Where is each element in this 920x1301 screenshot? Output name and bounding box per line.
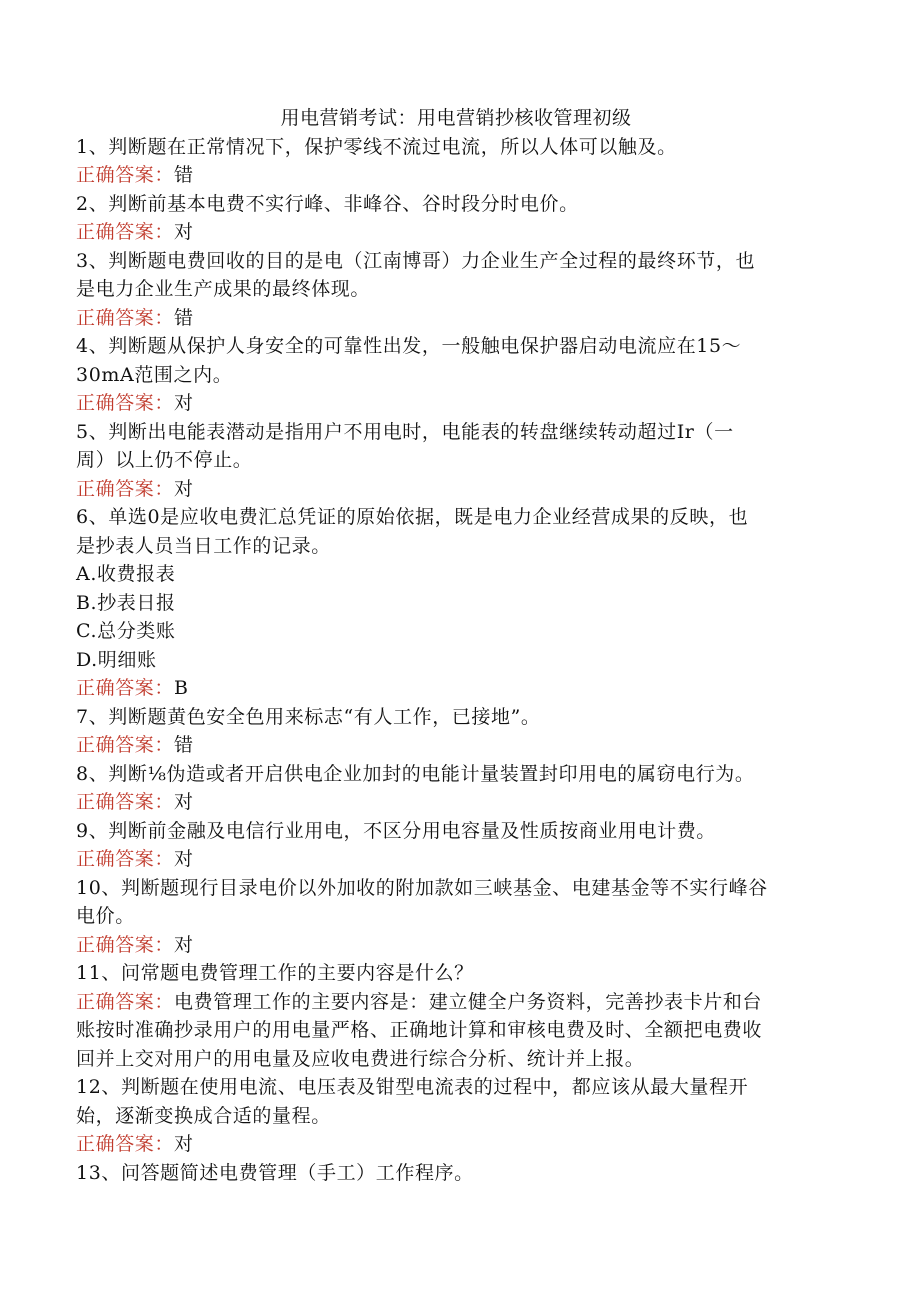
question-text: 周）以上仍不停止。 bbox=[76, 449, 253, 471]
correct-answer bbox=[76, 161, 836, 190]
question-item bbox=[76, 133, 836, 190]
answer-value: 对 bbox=[174, 791, 194, 813]
correct-answer bbox=[76, 1130, 836, 1159]
question-item bbox=[76, 418, 836, 504]
question-item bbox=[76, 332, 836, 418]
question-item bbox=[76, 190, 836, 247]
correct-answer bbox=[76, 218, 836, 247]
question-item bbox=[76, 959, 836, 1073]
answer-label: 正确答案： bbox=[76, 477, 175, 500]
question-text: 12、判断题在使用电流、电压表及钳型电流表的过程中，都应该从最大量程开 bbox=[76, 1076, 749, 1098]
answer-value: 对 bbox=[174, 933, 194, 956]
correct-answer bbox=[76, 845, 836, 874]
answer-value: 对 bbox=[174, 221, 194, 243]
question-text: 始，逐渐变换成合适的量程。 bbox=[76, 1104, 331, 1127]
question-text: 电价。 bbox=[76, 905, 135, 927]
correct-answer bbox=[76, 788, 836, 817]
answer-value: 对 bbox=[174, 392, 194, 414]
question-text: 4、判断题从保护人身安全的可靠性出发，一般触电保护器启动电流应在15～ bbox=[76, 335, 742, 357]
correct-answer bbox=[76, 731, 836, 760]
answer-label: 正确答案： bbox=[76, 306, 175, 329]
answer-value: 对 bbox=[174, 848, 194, 870]
correct-answer bbox=[76, 304, 836, 333]
question-text: 6、单选0是应收电费汇总凭证的原始依据，既是电力企业经营成果的反映，也 bbox=[76, 506, 749, 528]
question-text: 是抄表人员当日工作的记录。 bbox=[76, 534, 331, 557]
answer-option: D.明细账 bbox=[76, 648, 157, 671]
correct-answer bbox=[76, 1045, 836, 1074]
question-item bbox=[76, 817, 836, 874]
answer-label: 正确答案： bbox=[76, 734, 175, 756]
answer-label: 正确答案： bbox=[76, 392, 175, 414]
question-item bbox=[76, 703, 836, 760]
answer-label: 正确答案： bbox=[76, 221, 175, 243]
answer-value: B bbox=[174, 677, 189, 699]
answer-value: 错 bbox=[174, 306, 194, 329]
question-text: 8、判断⅛伪造或者开启供电企业加封的电能计量装置封印用电的属窃电行为。 bbox=[76, 762, 755, 785]
question-item bbox=[76, 874, 836, 960]
question-item bbox=[76, 1073, 836, 1159]
answer-label: 正确答案： bbox=[76, 933, 175, 956]
question-item bbox=[76, 503, 836, 703]
correct-answer bbox=[76, 1016, 836, 1045]
question-text: 13、问答题简述电费管理（手工）工作程序。 bbox=[76, 1161, 474, 1184]
correct-answer bbox=[76, 674, 836, 703]
question-text: 9、判断前金融及电信行业用电，不区分用电容量及性质按商业用电计费。 bbox=[76, 819, 716, 842]
question-item bbox=[76, 760, 836, 817]
question-text: 2、判断前基本电费不实行峰、非峰谷、谷时段分时电价。 bbox=[76, 192, 579, 215]
question-text: 是电力企业生产成果的最终体现。 bbox=[76, 278, 371, 300]
answer-text: 账按时准确抄录用户的用电量严格、正确地计算和审核电费及时、全额把电费收 bbox=[76, 1019, 763, 1041]
question-text: 3、判断题电费回收的目的是电（江南博哥）力企业生产全过程的最终环节，也 bbox=[76, 249, 756, 272]
correct-answer bbox=[76, 475, 836, 504]
answer-text: 回并上交对用户的用电量及应收电费进行综合分析、统计并上报。 bbox=[76, 1047, 645, 1070]
correct-answer bbox=[76, 988, 836, 1017]
answer-option: A.收费报表 bbox=[76, 563, 176, 585]
question-text: 10、判断题现行目录电价以外加收的附加款如三峡基金、电建基金等不实行峰谷 bbox=[76, 876, 768, 899]
question-text: 7、判断题黄色安全色用来标志“有人工作，已接地”。 bbox=[76, 705, 541, 728]
answer-value: 对 bbox=[174, 1133, 194, 1155]
answer-label: 正确答案： bbox=[76, 848, 175, 870]
answer-value: 错 bbox=[174, 734, 194, 756]
question-text: 11、问常题电费管理工作的主要内容是什么？ bbox=[76, 962, 474, 984]
answer-label: 正确答案： bbox=[76, 164, 175, 186]
question-text: 1、判断题在正常情况下，保护零线不流过电流，所以人体可以触及。 bbox=[76, 135, 677, 158]
correct-answer bbox=[76, 931, 836, 960]
answer-label: 正确答案： bbox=[76, 1133, 175, 1155]
question-text: 30mA范围之内。 bbox=[76, 363, 233, 386]
answer-value: 对 bbox=[174, 477, 194, 500]
answer-text: 电费管理工作的主要内容是：建立健全户务资料，完善抄表卡片和台 bbox=[174, 990, 763, 1013]
question-item bbox=[76, 247, 836, 333]
question-item bbox=[76, 1159, 836, 1188]
question-list bbox=[76, 133, 836, 1188]
answer-label: 正确答案： bbox=[76, 791, 175, 813]
question-text: 5、判断出电能表潜动是指用户不用电时，电能表的转盘继续转动超过Ir（一 bbox=[76, 420, 734, 443]
correct-answer bbox=[76, 389, 836, 418]
answer-label: 正确答案： bbox=[76, 990, 175, 1013]
answer-option: B.抄表日报 bbox=[76, 591, 176, 614]
answer-label: 正确答案： bbox=[76, 677, 175, 699]
answer-value: 错 bbox=[174, 164, 194, 186]
page-title: 用电营销考试：用电营销抄核收管理初级 bbox=[280, 107, 632, 129]
answer-option: C.总分类账 bbox=[76, 620, 176, 642]
